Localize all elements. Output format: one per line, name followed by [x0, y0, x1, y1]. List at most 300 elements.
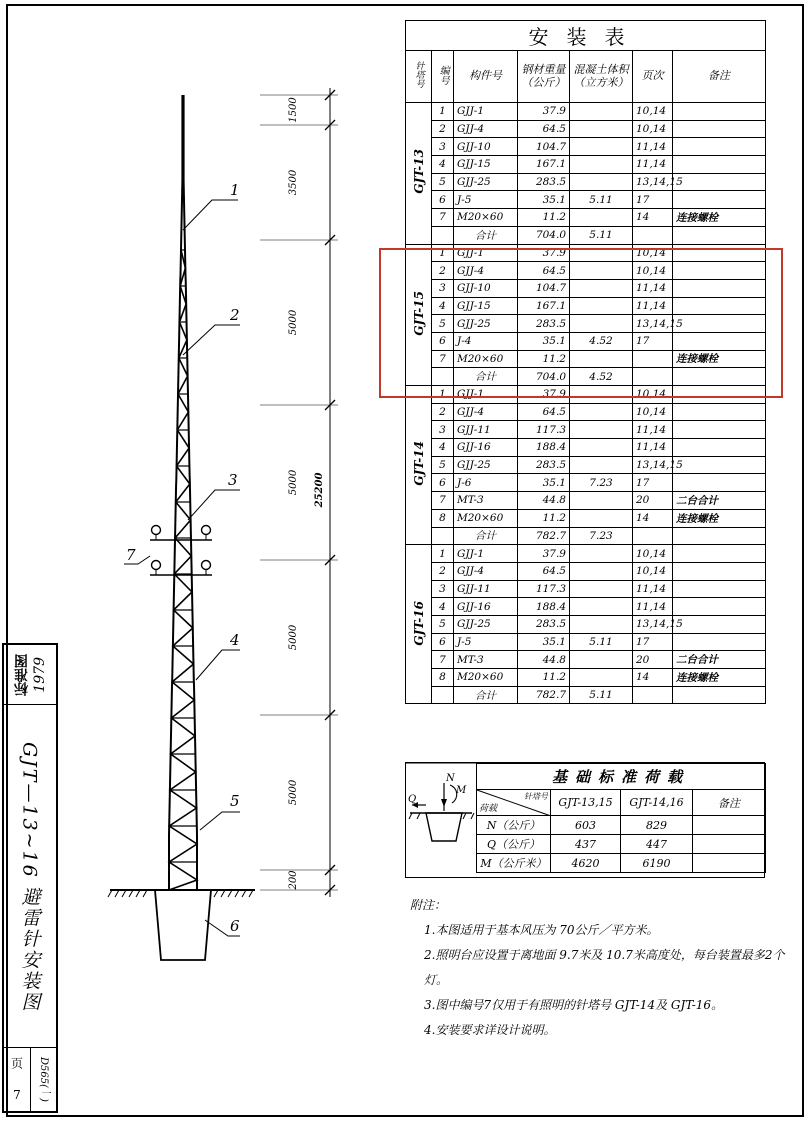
cell-concrete [570, 138, 633, 156]
load-cell-v1: 603 [551, 816, 621, 835]
cell-remark [673, 527, 766, 545]
cell-pages: 11,14 [633, 598, 673, 616]
ground-hatch [214, 890, 218, 897]
lamp-icon [202, 526, 211, 535]
standard-drawing-label: 标准图 1979 [4, 645, 56, 705]
notes-section [410, 893, 800, 1043]
lamp-icon [202, 561, 211, 570]
cell-part: GJJ-25 [454, 315, 518, 333]
part-label: 7 [126, 546, 136, 564]
cell-pages: 10,14 [633, 103, 673, 121]
cell-pages: 10,14 [633, 545, 673, 563]
header-group: 针塔号 [406, 51, 432, 103]
cell-part: GJJ-1 [454, 244, 518, 262]
ground-hatch [143, 890, 147, 897]
leader-line [196, 650, 240, 680]
cell-no: 5 [432, 615, 454, 633]
cell-steel: 35.1 [518, 474, 570, 492]
cell-part: J-4 [454, 332, 518, 350]
cell-no: 3 [432, 279, 454, 297]
drawing-code: D565(一) [30, 1047, 56, 1111]
cell-part: J-6 [454, 474, 518, 492]
cell-pages: 17 [633, 633, 673, 651]
total-dimension: 25200 [314, 472, 325, 508]
cell-pages: 13,14,15 [633, 315, 673, 333]
cell-concrete [570, 173, 633, 191]
leader-line [188, 490, 240, 520]
cell-remark: 连接螺栓 [673, 350, 766, 368]
total-concrete: 5.11 [570, 686, 633, 704]
cell-steel: 283.5 [518, 315, 570, 333]
cell-remark [673, 403, 766, 421]
cell-pages: 17 [633, 191, 673, 209]
cell-no: 7 [432, 209, 454, 227]
cell-remark: 二台合计 [673, 492, 766, 510]
cell-pages: 11,14 [633, 421, 673, 439]
cell-part: GJJ-11 [454, 580, 518, 598]
cell-pages: 20 [633, 492, 673, 510]
cell-no: 1 [432, 103, 454, 121]
cell-part: M20×60 [454, 209, 518, 227]
load-cell-remark [693, 835, 766, 854]
cell-no: 5 [432, 173, 454, 191]
foundation [155, 890, 211, 960]
cell-remark [673, 615, 766, 633]
cell-no [432, 686, 454, 704]
cell-part: GJJ-4 [454, 403, 518, 421]
leader-line [183, 325, 240, 355]
cell-steel: 64.5 [518, 262, 570, 280]
lamp-icon [152, 561, 161, 570]
cell-concrete [570, 669, 633, 687]
ground-hatch [242, 890, 246, 897]
cell-remark [673, 580, 766, 598]
table-row [406, 669, 766, 687]
cell-concrete [570, 439, 633, 457]
cell-steel: 167.1 [518, 297, 570, 315]
leader-line [200, 812, 240, 830]
ground-hatch [136, 890, 140, 897]
cell-remark [673, 138, 766, 156]
cell-remark [673, 439, 766, 457]
force-m-label: M [456, 785, 467, 796]
cell-part: GJJ-25 [454, 173, 518, 191]
table-row [406, 580, 766, 598]
foundation-force-icon [406, 763, 476, 879]
cell-steel: 11.2 [518, 350, 570, 368]
total-steel: 782.7 [518, 527, 570, 545]
cell-remark [673, 474, 766, 492]
cell-part: M20×60 [454, 509, 518, 527]
page-label: 页 [9, 1057, 24, 1070]
cell-no: 4 [432, 156, 454, 174]
cell-no: 1 [432, 545, 454, 563]
note-item: 1.本图适用于基本风压为 70公斤／平方米。 [424, 923, 659, 937]
cell-pages [633, 226, 673, 244]
cell-part: GJJ-25 [454, 615, 518, 633]
cell-steel: 188.4 [518, 598, 570, 616]
table-row [406, 456, 766, 474]
group-label: GJT-16 [406, 545, 432, 704]
cell-concrete [570, 456, 633, 474]
cell-no: 6 [432, 191, 454, 209]
cell-steel: 283.5 [518, 615, 570, 633]
note-item: 2.照明台应设置于离地面 9.7米及 10.7米高度处，每台装置最多2个灯。 [424, 948, 785, 987]
part-label: 1 [230, 181, 240, 199]
ground-hatch [249, 890, 253, 897]
load-col-gjt-14-16: GJT-14,16 [621, 790, 693, 816]
cell-steel: 283.5 [518, 173, 570, 191]
load-row [477, 816, 766, 835]
force-n-label: N [446, 773, 455, 784]
segment-dimension: 5000 [288, 309, 299, 336]
cell-concrete: 4.52 [570, 332, 633, 350]
cell-no: 7 [432, 492, 454, 510]
table-row [406, 191, 766, 209]
cell-no: 2 [432, 120, 454, 138]
table-row [406, 474, 766, 492]
cell-steel: 35.1 [518, 191, 570, 209]
cell-remark [673, 226, 766, 244]
total-steel: 782.7 [518, 686, 570, 704]
cell-pages: 13,14,15 [633, 615, 673, 633]
load-cell-label: M（公斤米） [477, 854, 551, 873]
cell-part: GJJ-1 [454, 103, 518, 121]
table-row [406, 598, 766, 616]
cell-concrete [570, 156, 633, 174]
cell-pages: 13,14,15 [633, 456, 673, 474]
segment-dimension: 200 [288, 870, 299, 890]
cell-pages: 10,14 [633, 386, 673, 404]
tower-left-leg [169, 95, 182, 890]
cell-part: GJJ-4 [454, 120, 518, 138]
cell-pages [633, 686, 673, 704]
total-label: 合计 [454, 226, 518, 244]
cell-steel: 64.5 [518, 562, 570, 580]
total-label: 合计 [454, 527, 518, 545]
cell-pages: 14 [633, 509, 673, 527]
cell-steel: 11.2 [518, 509, 570, 527]
cell-no: 8 [432, 509, 454, 527]
cell-steel: 44.8 [518, 651, 570, 669]
cell-part: M20×60 [454, 669, 518, 687]
notes-heading: 附注： [410, 898, 447, 912]
total-row [406, 686, 766, 704]
cell-pages: 10,14 [633, 120, 673, 138]
cell-steel: 37.9 [518, 545, 570, 563]
cell-steel: 117.3 [518, 421, 570, 439]
total-label: 合计 [454, 686, 518, 704]
cell-no: 3 [432, 580, 454, 598]
part-label: 3 [228, 471, 238, 489]
cell-part: GJJ-25 [454, 456, 518, 474]
cell-concrete: 5.11 [570, 633, 633, 651]
cell-concrete: 7.23 [570, 474, 633, 492]
cell-remark [673, 456, 766, 474]
cell-steel: 11.2 [518, 669, 570, 687]
part-label: 5 [230, 792, 240, 810]
table-row [406, 545, 766, 563]
table-row [406, 651, 766, 669]
load-cell-remark [693, 854, 766, 873]
cell-no: 6 [432, 332, 454, 350]
ground-hatch [129, 890, 133, 897]
cell-remark [673, 633, 766, 651]
cell-pages: 11,14 [633, 439, 673, 457]
cell-pages: 20 [633, 651, 673, 669]
header-pages: 页次 [633, 51, 673, 103]
cell-no: 6 [432, 474, 454, 492]
table-row [406, 633, 766, 651]
cell-concrete [570, 120, 633, 138]
load-cell-v1: 437 [551, 835, 621, 854]
cell-part: GJJ-10 [454, 279, 518, 297]
cell-concrete [570, 545, 633, 563]
table-row [406, 209, 766, 227]
cell-concrete [570, 209, 633, 227]
header-no: 编号 [432, 51, 454, 103]
segment-dimension: 5000 [288, 469, 299, 496]
cell-steel: 37.9 [518, 244, 570, 262]
cell-no: 5 [432, 456, 454, 474]
load-cell-label: Q（公斤） [477, 835, 551, 854]
cell-steel: 44.8 [518, 492, 570, 510]
cell-concrete [570, 651, 633, 669]
cell-steel: 11.2 [518, 209, 570, 227]
table-row [406, 120, 766, 138]
total-row [406, 527, 766, 545]
segment-dimension: 3500 [288, 169, 299, 196]
cell-remark: 连接螺栓 [673, 669, 766, 687]
cell-remark [673, 156, 766, 174]
cell-part: GJJ-1 [454, 386, 518, 404]
note-item: 3.图中编号7仅用于有照明的针塔号 GJT-14及 GJT-16。 [424, 998, 724, 1012]
total-concrete: 5.11 [570, 226, 633, 244]
cell-concrete [570, 598, 633, 616]
header-remarks: 备注 [673, 51, 766, 103]
cell-steel: 167.1 [518, 156, 570, 174]
cell-no: 6 [432, 633, 454, 651]
installation-table-title: 安装表 [406, 21, 766, 51]
cell-pages: 11,14 [633, 156, 673, 174]
cell-part: GJJ-15 [454, 297, 518, 315]
cell-remark: 连接螺栓 [673, 509, 766, 527]
page-cell [4, 1047, 30, 1111]
highlight-box-gjt-15 [379, 248, 783, 398]
cell-concrete [570, 580, 633, 598]
cell-steel: 37.9 [518, 103, 570, 121]
cell-pages: 17 [633, 332, 673, 350]
cell-part: GJJ-4 [454, 262, 518, 280]
table-row [406, 403, 766, 421]
cell-no: 4 [432, 439, 454, 457]
cell-no: 1 [432, 244, 454, 262]
cell-remark [673, 545, 766, 563]
cell-no: 5 [432, 315, 454, 333]
ground-hatch [115, 890, 119, 897]
cell-part: GJJ-1 [454, 545, 518, 563]
ground-hatch [235, 890, 239, 897]
cell-part: GJJ-16 [454, 598, 518, 616]
force-q-label: Q [408, 794, 417, 805]
cell-pages: 10,14 [633, 262, 673, 280]
lamp-icon [152, 526, 161, 535]
group-label: GJT-13 [406, 103, 432, 245]
title-block [2, 643, 58, 1113]
total-row [406, 226, 766, 244]
cell-concrete [570, 492, 633, 510]
group-label: GJT-15 [406, 244, 432, 386]
cell-pages [633, 527, 673, 545]
table-row [406, 103, 766, 121]
load-table-title: 基础标准荷载 [477, 764, 766, 790]
table-row [406, 173, 766, 191]
cell-part: J-5 [454, 191, 518, 209]
cell-remark [673, 562, 766, 580]
cell-no: 3 [432, 421, 454, 439]
cell-pages: 11,14 [633, 279, 673, 297]
group-label: GJT-14 [406, 386, 432, 545]
cell-no: 2 [432, 403, 454, 421]
ground-hatch [122, 890, 126, 897]
cell-no: 7 [432, 651, 454, 669]
total-concrete: 4.52 [570, 368, 633, 386]
table-row [406, 492, 766, 510]
cell-no: 1 [432, 386, 454, 404]
load-cell-remark [693, 816, 766, 835]
cell-steel: 283.5 [518, 456, 570, 474]
load-row [477, 835, 766, 854]
cell-remark [673, 120, 766, 138]
load-cell-v2: 829 [621, 816, 693, 835]
cell-pages: 11,14 [633, 297, 673, 315]
segment-dimension: 5000 [288, 624, 299, 651]
cell-part: GJJ-10 [454, 138, 518, 156]
cell-part: J-5 [454, 633, 518, 651]
cell-remark [673, 686, 766, 704]
table-row [406, 562, 766, 580]
page-number: 7 [13, 1087, 21, 1102]
cell-part: GJJ-16 [454, 439, 518, 457]
part-label: 6 [230, 917, 240, 935]
part-label: 4 [230, 631, 240, 649]
header-concrete: 混凝土体积（立方米） [570, 51, 633, 103]
cell-steel: 117.3 [518, 580, 570, 598]
cell-no: 2 [432, 562, 454, 580]
segment-dimension: 5000 [288, 779, 299, 806]
cell-part: MT-3 [454, 492, 518, 510]
cell-no: 4 [432, 598, 454, 616]
load-row [477, 854, 766, 873]
cell-part: M20×60 [454, 350, 518, 368]
cell-remark [673, 103, 766, 121]
cell-steel: 64.5 [518, 120, 570, 138]
segment-dimension: 1500 [288, 97, 299, 123]
table-row [406, 509, 766, 527]
cell-pages: 14 [633, 209, 673, 227]
table-row [406, 615, 766, 633]
cell-remark [673, 598, 766, 616]
cell-concrete [570, 421, 633, 439]
cell-no: 2 [432, 262, 454, 280]
cell-concrete [570, 509, 633, 527]
header-steel: 钢材重量（公斤） [518, 51, 570, 103]
cell-pages: 10,14 [633, 403, 673, 421]
cell-steel: 35.1 [518, 633, 570, 651]
table-row [406, 439, 766, 457]
cell-part: MT-3 [454, 651, 518, 669]
cell-no [432, 226, 454, 244]
cell-steel: 37.9 [518, 386, 570, 404]
cell-concrete [570, 403, 633, 421]
cell-remark [673, 191, 766, 209]
cell-concrete: 5.11 [570, 191, 633, 209]
note-item: 4.安装要求详设计说明。 [424, 1023, 556, 1037]
total-steel: 704.0 [518, 226, 570, 244]
cell-no [432, 527, 454, 545]
table-row [406, 156, 766, 174]
ground-hatch [108, 890, 112, 897]
cell-no: 7 [432, 350, 454, 368]
cell-remark [673, 173, 766, 191]
total-label: 合计 [454, 368, 518, 386]
load-col-gjt-13-15: GJT-13,15 [551, 790, 621, 816]
cell-steel: 64.5 [518, 403, 570, 421]
cell-no: 3 [432, 138, 454, 156]
table-row [406, 138, 766, 156]
table-row [406, 421, 766, 439]
cell-pages: 10,14 [633, 244, 673, 262]
cell-steel: 104.7 [518, 138, 570, 156]
cell-remark [673, 421, 766, 439]
cell-pages: 17 [633, 474, 673, 492]
cell-part: GJJ-15 [454, 156, 518, 174]
cell-concrete [570, 615, 633, 633]
cell-part: GJJ-4 [454, 562, 518, 580]
cell-remark: 二台合计 [673, 651, 766, 669]
load-cell-v1: 4620 [551, 854, 621, 873]
ground-hatch [228, 890, 232, 897]
cell-no: 8 [432, 669, 454, 687]
cell-pages: 10,14 [633, 562, 673, 580]
cell-pages: 14 [633, 669, 673, 687]
cell-concrete [570, 562, 633, 580]
cell-remark: 连接螺栓 [673, 209, 766, 227]
part-label: 2 [230, 306, 240, 324]
load-col-remarks: 备注 [693, 790, 766, 816]
header-part: 构件号 [454, 51, 518, 103]
load-cell-v2: 6190 [621, 854, 693, 873]
total-steel: 704.0 [518, 368, 570, 386]
total-concrete: 7.23 [570, 527, 633, 545]
cell-pages: 13,14,15 [633, 173, 673, 191]
cell-pages: 11,14 [633, 580, 673, 598]
foundation-load-table [405, 762, 765, 878]
cell-no: 4 [432, 297, 454, 315]
cell-steel: 35.1 [518, 332, 570, 350]
drawing-title: GJT—13~16 避雷针安装图 [18, 741, 41, 1013]
cell-steel: 188.4 [518, 439, 570, 457]
load-table-corner: 针塔号 荷载 [477, 790, 551, 816]
drawing-year: 1979 [32, 656, 48, 693]
cell-steel: 104.7 [518, 279, 570, 297]
leader-line [183, 200, 238, 230]
cell-concrete [570, 103, 633, 121]
ground-hatch [221, 890, 225, 897]
cell-pages: 11,14 [633, 138, 673, 156]
load-cell-v2: 447 [621, 835, 693, 854]
load-cell-label: N（公斤） [477, 816, 551, 835]
